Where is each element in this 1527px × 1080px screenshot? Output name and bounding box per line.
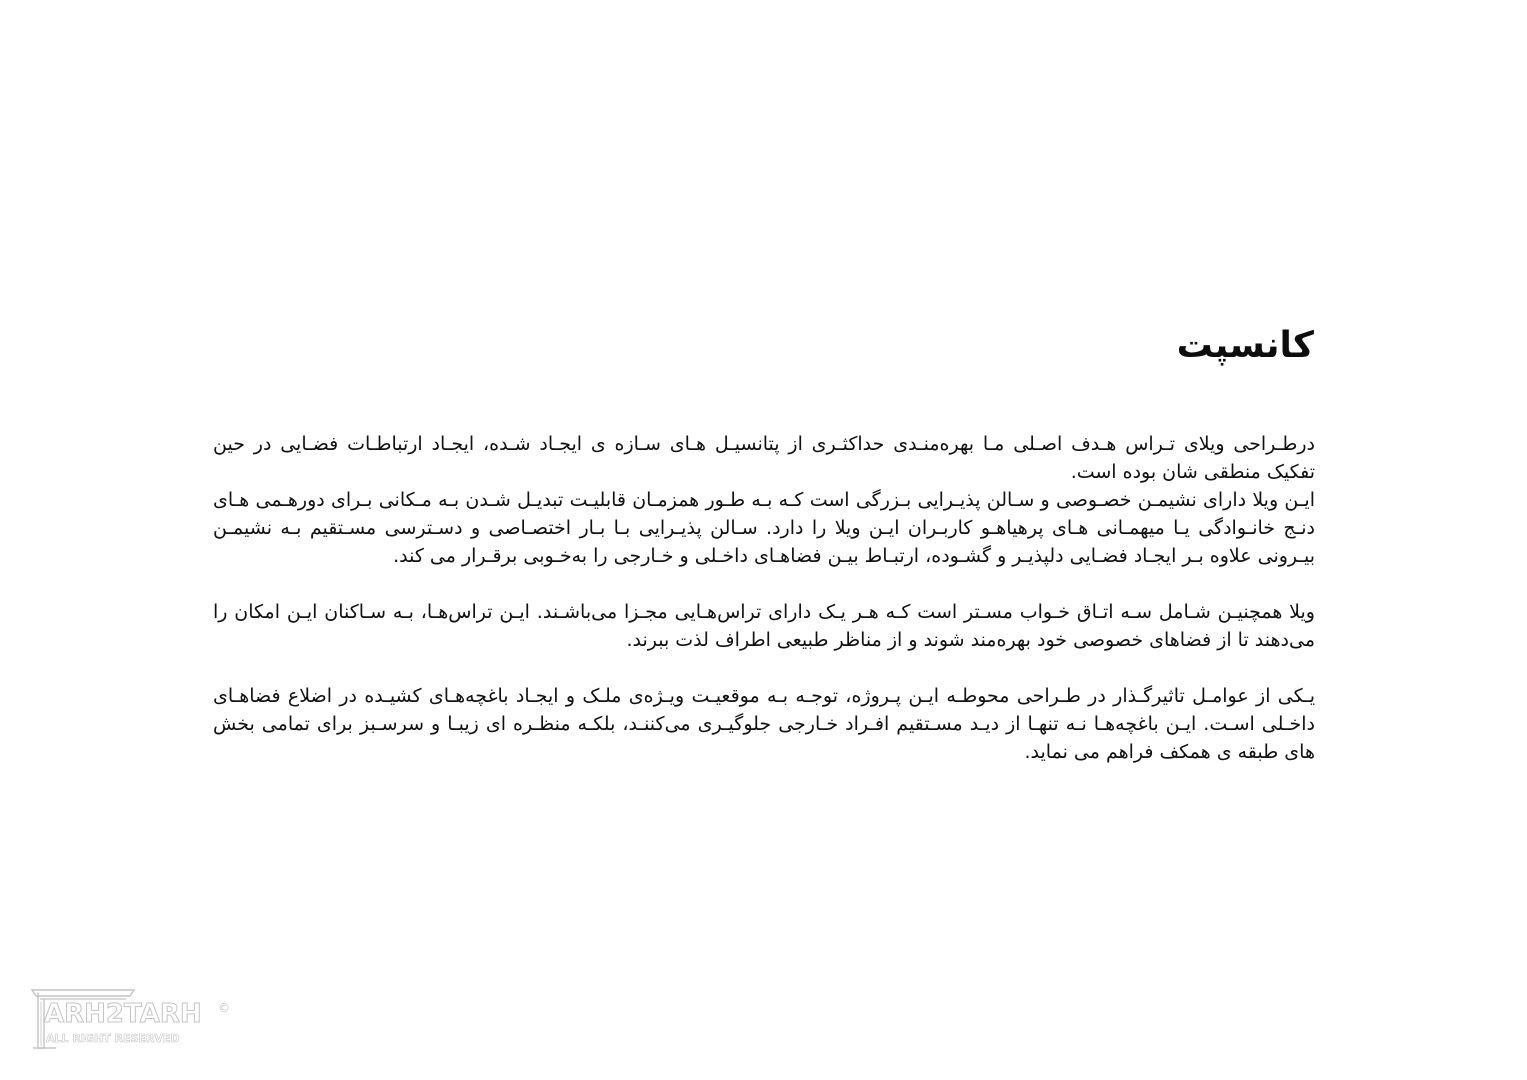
watermark-logo [30,986,240,1056]
watermark-tagline: ALL RIGHT RESERVED [46,1032,180,1045]
body-text [213,430,1315,766]
page-title: کانسپت [1176,325,1314,366]
watermark-brand: ARH2TARH [44,999,202,1029]
paragraph-landscape: یـکی از عوامـل تاثیرگـذار در طـراحی محوطـه ایـن پـروژه، توجـه بـه موقعیـت ویـژه‌ی ملـک و ایجـاد باغچه‌هـای کشیـده در اضلاع فضاهـای داخـلی اسـت. ایـن باغچه‌هـا نـه تنهـا از دیـد مسـتقیم افـراد خـارجی جلوگیـری می‌کننـد، بلکـه منظـره ای زیبـا و سرسـبز برای تمامی بخش های طبقه ی همکف فراهم می نماید. [213,685,1315,763]
copyright-icon: © [218,1001,230,1015]
paragraph-living-spaces: ایـن ویلا دارای نشیمـن خصـوصی و سـالن پذیـرایی بـزرگی است کـه بـه طـور همزمـان قابلیـت تبدیـل شـدن بـه مـکانی بـرای دورهـمی هـای دنـج خانـوادگی یـا میهمـانی هـای پرهیاهـو کاربـران ایـن ویلا را دارد. سـالن پذیـرایی بـا بـار اختصـاصی و دسـترسی مسـتقیم بـه نشیمـن بیـرونی علاوه بـر ایجـاد فضـایی دلپذیـر و گشـوده، ارتبـاط بیـن فضاهـای داخـلی و خـارجی را به‌خـوبی برقـرار می کند. [213,489,1315,567]
paragraph-bedrooms: ویلا همچنیـن شـامل سـه اتـاق خـواب مسـتر است کـه هـر یـک دارای تراس‌هـایی مجـزا می‌باشـند. ایـن تراس‌هـا، بـه سـاکنان ایـن امکان را می‌دهند تا از فضاهای خصوصی خود بهره‌مند شوند و از مناظر طبیعی اطراف لذت ببرند. [213,601,1315,651]
paragraph-intro: درطـراحی ویلای تـراس هـدف اصـلی مـا بهره‌منـدی حداکثـری از پتانسیـل هـای سـازه ی ایجـاد شـده، ایجـاد ارتباطـات فضـایی در حین تفکیک منطقی شان بوده است. [213,433,1315,483]
